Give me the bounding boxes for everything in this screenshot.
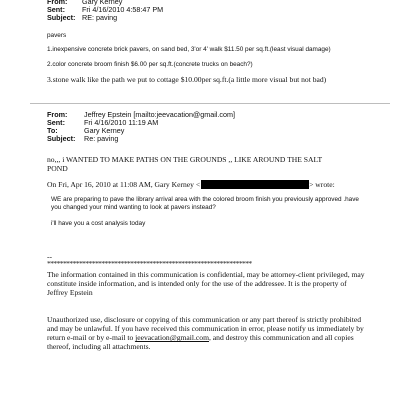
subject-value: RE: paving — [82, 13, 118, 22]
separator-rule — [30, 103, 390, 104]
sent-value: Fri 4/16/2010 4:58:47 PM — [82, 5, 164, 14]
signature-dashes: -- — [47, 252, 53, 261]
to-value: Gary Kerney — [84, 126, 125, 135]
redaction-bar — [201, 180, 309, 189]
email2-subject-row — [47, 135, 118, 143]
disclaimer-paragraph-1: The information contained in this communication is confidential, may be attorney-client privileged, may constitute inside information, and is intended only for the use of the addressee. It is the property of Jeffrey Epstein — [47, 270, 365, 298]
sent-label: Sent: — [47, 118, 65, 127]
sent-label: Sent: — [47, 5, 65, 14]
email1-body-line: 3.stone walk like the path we put to cottage $10.00per sq.ft.(a little more visual but not bad) — [47, 75, 327, 84]
disclaimer-text-end: , and destroy this communication and all copies thereof, including all attachments. — [47, 333, 354, 352]
from-label: From: — [47, 0, 68, 6]
subject-label: Subject: — [47, 13, 76, 22]
email1-subject-row — [47, 14, 117, 22]
from-value: Gary Kerney — [82, 0, 123, 6]
subject-value: Re: paving — [84, 134, 119, 143]
email1-body-line: pavers — [47, 32, 67, 39]
subject-label: Subject: — [47, 134, 76, 143]
email-link[interactable]: jeevacation@gmail.com — [135, 333, 209, 343]
sent-value: Fri 4/16/2010 11:19 AM — [84, 118, 159, 127]
quoted-message: WE are preparing to pave the library arrival area with the colored broom finish you previously approved .have you changed your mind wanting to look at pavers instead? — [51, 196, 359, 211]
from-label: From: — [47, 110, 68, 119]
quoted-message-line2: i'll have you a cost analysis today — [51, 220, 146, 227]
disclaimer-paragraph-2 — [47, 315, 367, 351]
quote-intro-text: On Fri, Apr 16, 2010 at 11:08 AM, Gary Kerney < — [47, 180, 201, 189]
message-line: POND — [47, 164, 68, 173]
from-value: Jeffrey Epstein [mailto:jeevacation@gmail.com] — [84, 110, 235, 119]
email1-body-line: 2.color concrete broom finish $6.00 per sq.ft.(concrete trucks on beach?) — [47, 61, 253, 68]
to-label: To: — [47, 126, 58, 135]
disclaimer-text: Unauthorized use, disclosure or copying of this communication or any part thereof is strictly prohibited and may be unlawful. If you have received this communication in error, please notify us immediately by return e-mail or by e-mail to — [47, 315, 364, 343]
signature-stars: **************************************************************** — [47, 259, 252, 268]
quote-intro — [47, 180, 335, 189]
quote-intro-end: > wrote: — [309, 180, 335, 189]
email1-body-line: 1.inexpensive concrete brick pavers, on sand bed, 3'or 4' walk $11.50 per sq.ft.(least visual damage) — [47, 46, 331, 53]
message-line: no,,, i WANTED TO MAKE PATHS ON THE GROUNDS ,, LIKE AROUND THE SALT — [47, 155, 323, 164]
